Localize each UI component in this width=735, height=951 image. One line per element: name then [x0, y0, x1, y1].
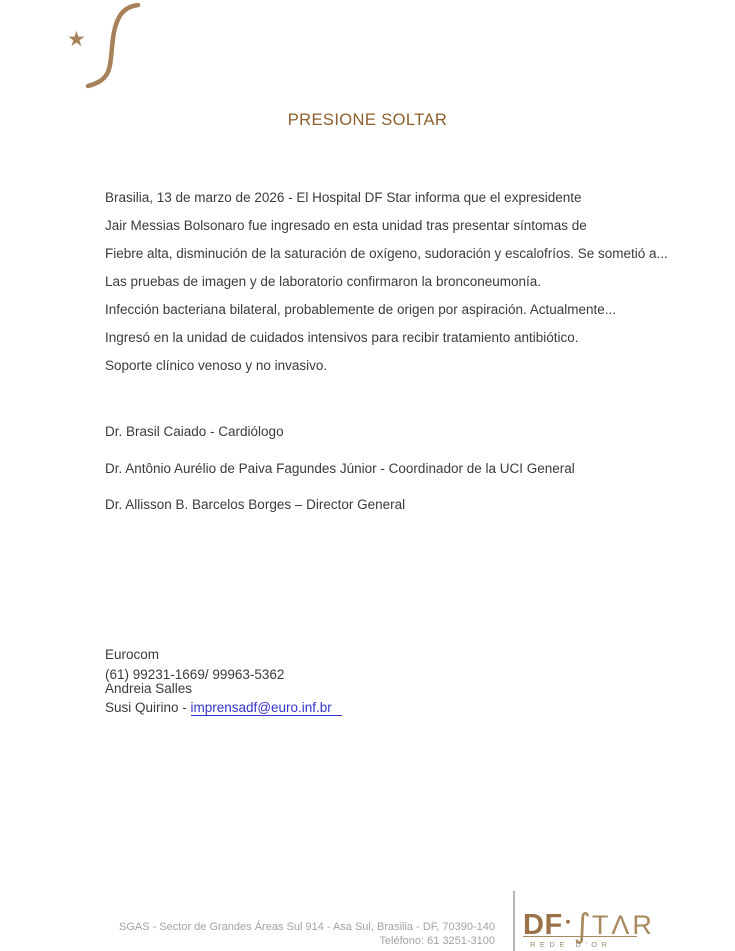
body-line: Brasilia, 13 de marzo de 2026 - El Hospital DF Star informa que el expresidente [105, 190, 582, 205]
body-line: Ingresó en la unidad de cuidados intensivos para recibir tratamiento antibiótico. [105, 330, 579, 345]
dfstar-wordmark-df: DF [523, 909, 563, 941]
star-icon: ★ [67, 27, 86, 51]
contact-person-2-name: Susi Quirino - [105, 700, 191, 715]
dfstar-wordmark-tar: TΛR [591, 910, 655, 940]
contact-agency: Eurocom [105, 647, 160, 662]
press-body [105, 184, 695, 380]
footer-phone: Teléfono: 61 3251-3100 [379, 935, 495, 947]
footer-divider-line [513, 891, 515, 951]
contact-person-1: Andreia Salles [105, 681, 193, 696]
body-line: Las pruebas de imagen y de laboratorio confirmaron la bronconeumonía. [105, 274, 542, 289]
footer-address-block [119, 920, 495, 948]
contact-person-2 [105, 700, 342, 716]
email-link[interactable]: imprensadf@euro.inf.br [191, 700, 342, 716]
signatory-line: Dr. Allisson B. Barcelos Borges – Director General [105, 497, 406, 512]
contact-phones: (61) 99231-1669/ 99963-5362 [105, 667, 285, 682]
signatory-line: Dr. Brasil Caiado - Cardiólogo [105, 424, 284, 439]
script-flourish-icon [80, 0, 150, 95]
signatories [105, 414, 695, 524]
body-line: Soporte clínico venoso y no invasivo. [105, 358, 328, 373]
press-release-title: PRESIONE SOLTAR [287, 111, 448, 129]
dfstar-script-s-icon: ∫ [573, 906, 591, 945]
body-line: Fiebre alta, disminución de la saturación de oxígeno, sudoración y escalofríos. Se sometió a... [105, 246, 668, 261]
signatory-line: Dr. Antônio Aurélio de Paiva Fagundes Júnior - Coordinador de la UCI General [105, 460, 575, 476]
body-line: Jair Messias Bolsonaro fue ingresado en esta unidad tras presentar síntomas de [105, 218, 587, 233]
dfstar-logo-subtitle: REDE D'OR [530, 940, 612, 949]
body-line: Infección bacteriana bilateral, probablemente de origen por aspiración. Actualmente... [105, 302, 617, 317]
hospital-logo-mark [0, 0, 160, 100]
dfstar-logo [523, 903, 655, 949]
dfstar-wordmark-dot: · [564, 909, 573, 936]
footer-address: SGAS - Sector de Grandes Áreas Sul 914 - Asa Sul, Brasilia - DF, 70390-140 [118, 921, 495, 933]
